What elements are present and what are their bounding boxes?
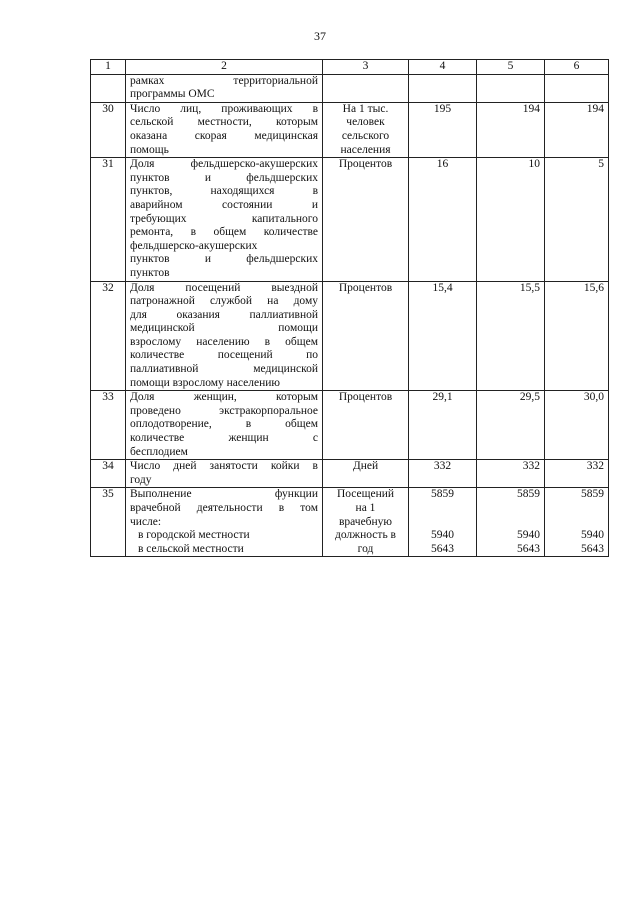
- header-cell: 3: [323, 60, 409, 75]
- row-number: 32: [91, 281, 126, 391]
- indicator-name: Доля женщин, которым проведено экстракорпоральное оплодотворение, в общем количестве женщин с бесплодием: [126, 391, 323, 460]
- value-col4: 332: [409, 460, 477, 488]
- value-col6: 30,0: [545, 391, 609, 460]
- header-cell: 1: [91, 60, 126, 75]
- indicator-name: Доля фельдшерско-акушерских пунктов и фельдшерских пунктов, находящихся в аварийном состоянии и требующих капитального ремонта, в общем количестве фельдшерско-акушерских пунктов и фельдшерских пунктов: [126, 158, 323, 281]
- value-col6: 15,6: [545, 281, 609, 391]
- unit-cell: На 1 тыс. человек сельского населения: [323, 102, 409, 157]
- page-number: 37: [314, 29, 326, 43]
- row-number: 33: [91, 391, 126, 460]
- row-number: 34: [91, 460, 126, 488]
- indicator-name: Число лиц, проживающих в сельской местности, которым оказана скорая медицинская помощь: [126, 102, 323, 157]
- sub-item: в сельской местности: [138, 542, 244, 555]
- sub-item: в городской местности: [138, 529, 250, 542]
- value-col4: 29,1: [409, 391, 477, 460]
- table-row: [91, 281, 609, 391]
- value-col6: 194: [545, 102, 609, 157]
- value-col4: 195: [409, 102, 477, 157]
- table-header-row: [91, 60, 609, 75]
- indicator-name: Число дней занятости койки в году: [126, 460, 323, 488]
- header-cell: 2: [126, 60, 323, 75]
- header-cell: 4: [409, 60, 477, 75]
- value-col5: 29,5: [477, 391, 545, 460]
- value-col6: 5859 5940 5643: [545, 488, 609, 557]
- value-col5: 10: [477, 158, 545, 281]
- value-col5: 5859 5940 5643: [477, 488, 545, 557]
- unit-cell: Процентов: [323, 391, 409, 460]
- value-col6: 5: [545, 158, 609, 281]
- unit-cell: Процентов: [323, 281, 409, 391]
- unit-cell: Процентов: [323, 158, 409, 281]
- header-cell: 6: [545, 60, 609, 75]
- value-col4: 15,4: [409, 281, 477, 391]
- table-row: [91, 158, 609, 281]
- row-number: 35: [91, 488, 126, 557]
- indicator-name: Выполнение функции врачебной деятельности в том числе: в городской местности в сельской местности: [126, 488, 323, 557]
- value-col5: 332: [477, 460, 545, 488]
- indicator-name: рамках территориальной программы ОМС: [126, 74, 323, 102]
- row-number: 31: [91, 158, 126, 281]
- row-number: 30: [91, 102, 126, 157]
- table-row: [91, 488, 609, 557]
- unit-cell: Посещений на 1 врачебную должность в год: [323, 488, 409, 557]
- value-col4: 5859 5940 5643: [409, 488, 477, 557]
- indicator-name: Доля посещений выездной патронажной службой на дому для оказания паллиативной медицинской помощи взрослому населению в общем количестве посещений по паллиативной медицинской помощи взрослому населению: [126, 281, 323, 391]
- header-cell: 5: [477, 60, 545, 75]
- value-col5: 15,5: [477, 281, 545, 391]
- value-col6: 332: [545, 460, 609, 488]
- value-col5: 194: [477, 102, 545, 157]
- indicators-table: [90, 59, 609, 557]
- unit-cell: Дней: [323, 460, 409, 488]
- table-row: [91, 460, 609, 488]
- value-col4: 16: [409, 158, 477, 281]
- table-row: [91, 391, 609, 460]
- table-row: [91, 102, 609, 157]
- table-row: [91, 74, 609, 102]
